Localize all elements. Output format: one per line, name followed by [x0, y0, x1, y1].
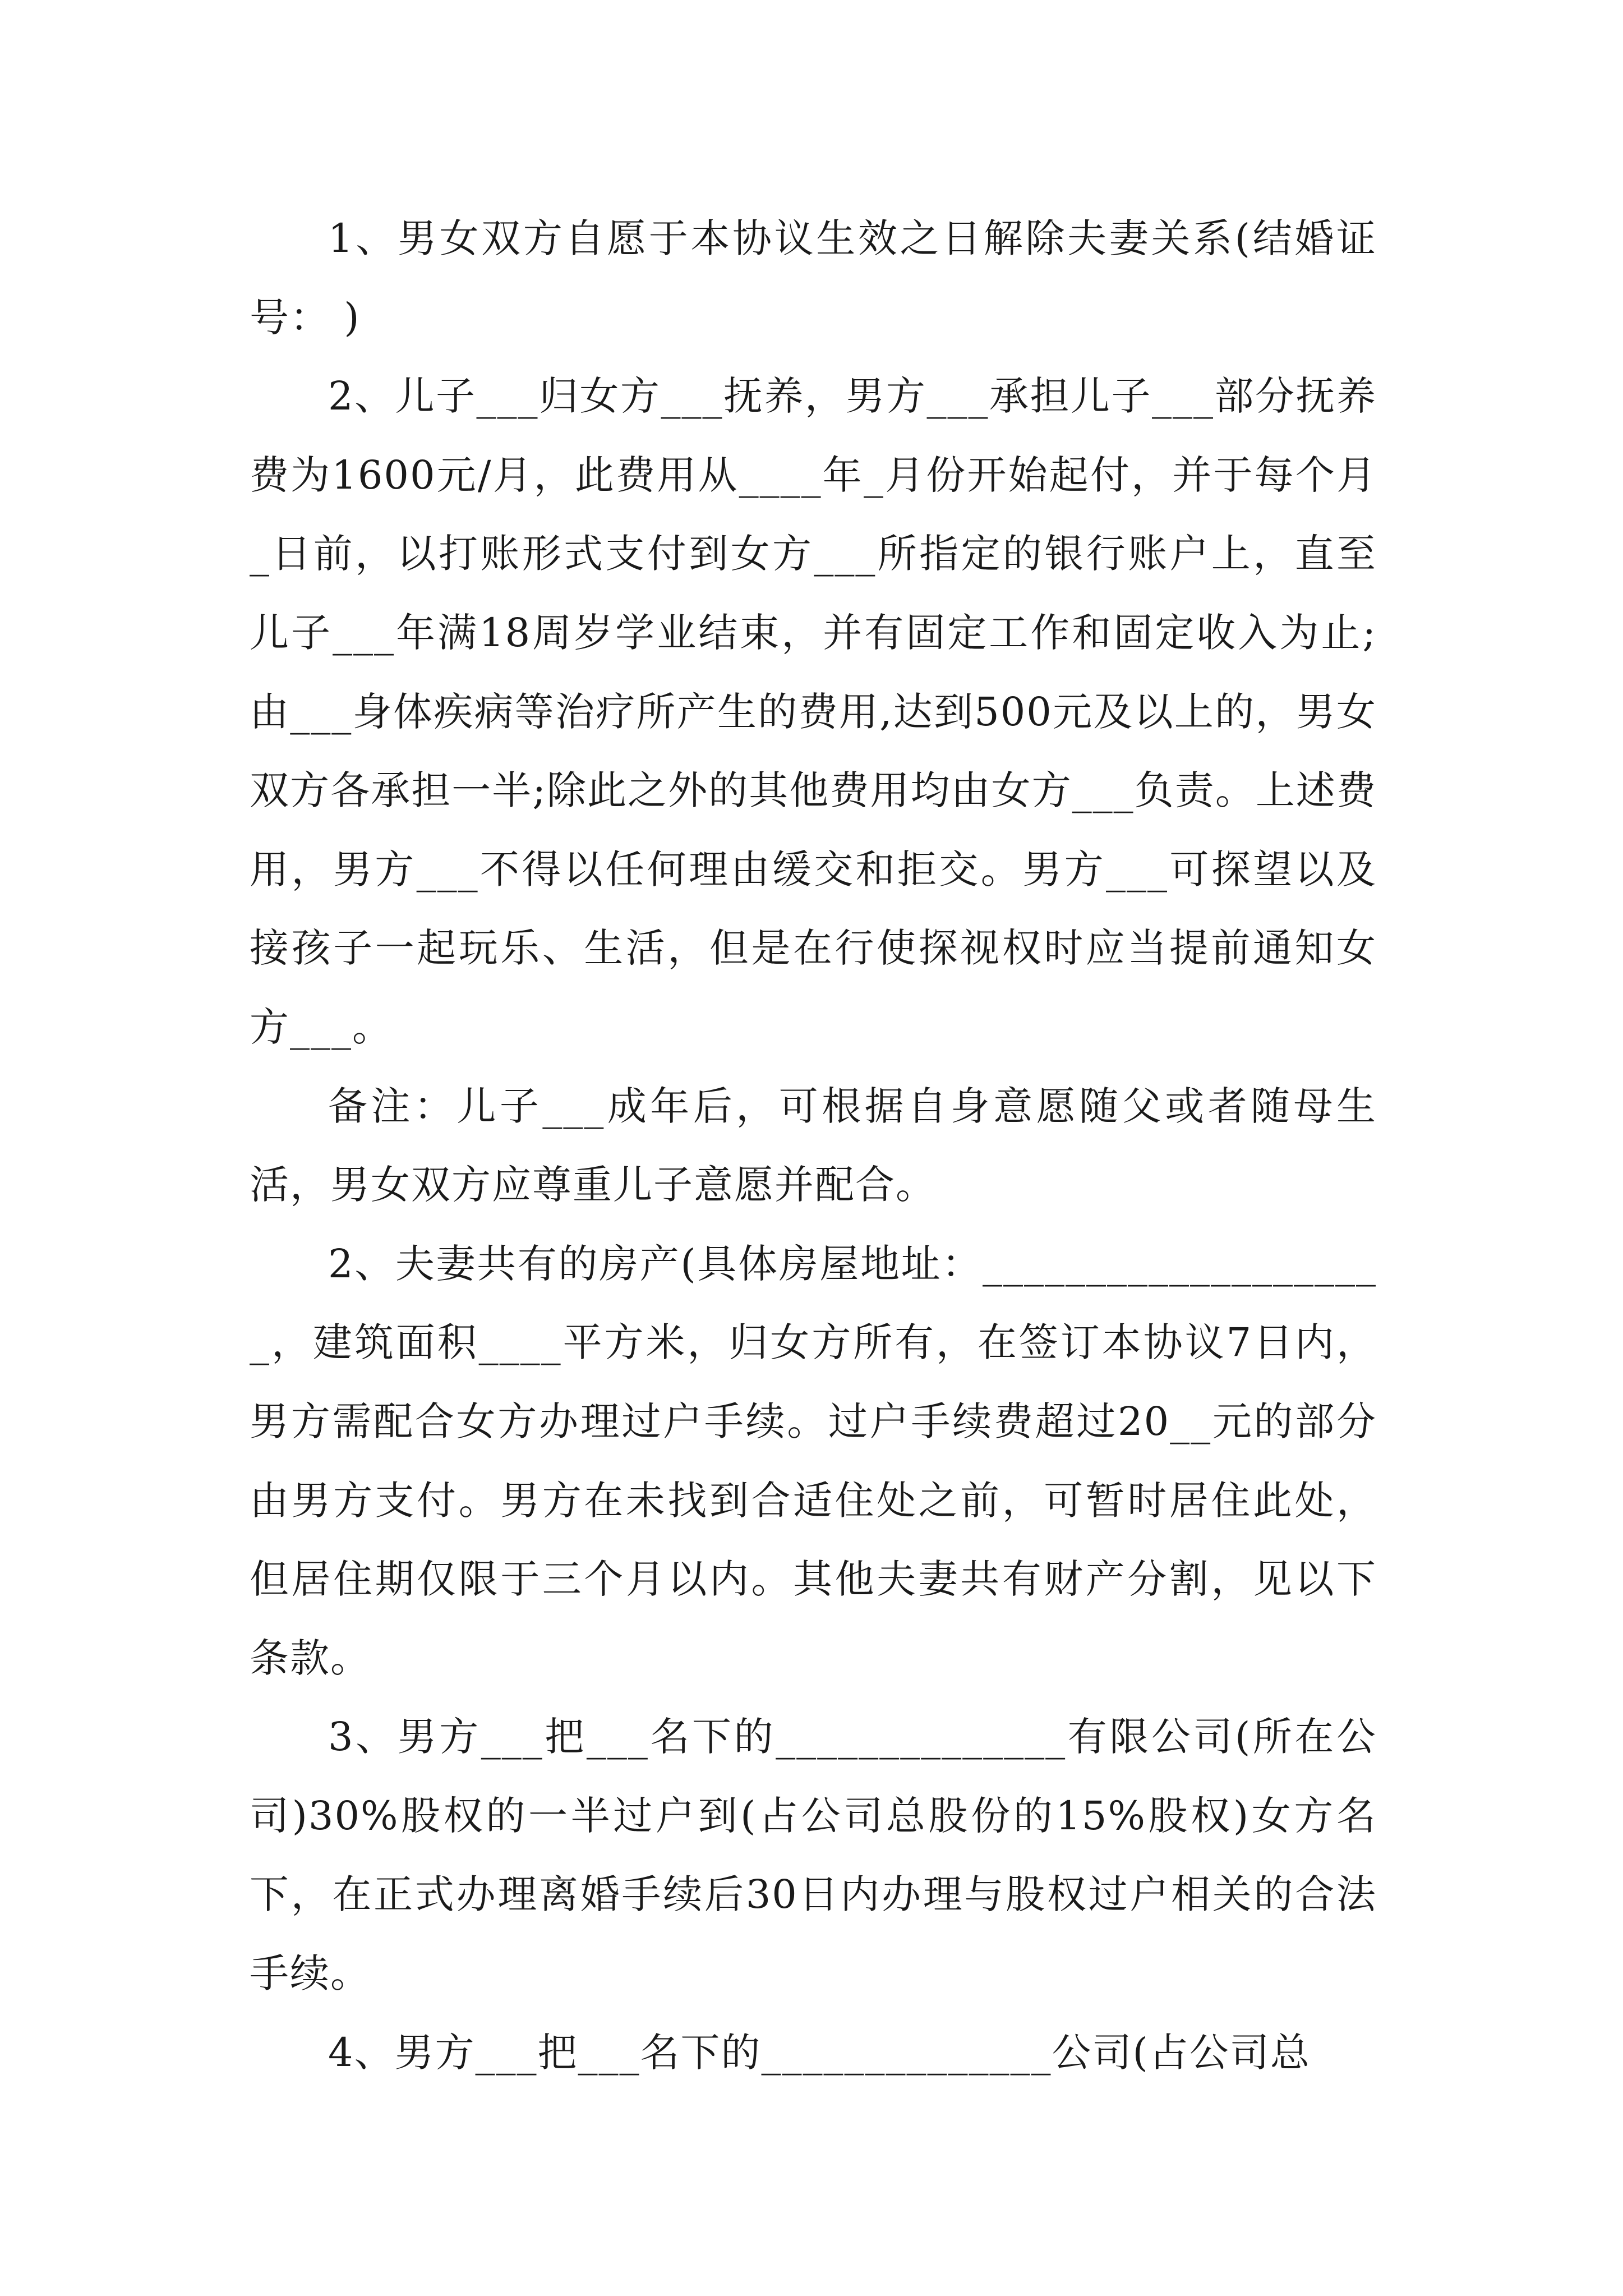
document-body [250, 199, 1377, 2092]
clause-2-child-custody: 2、儿子___归女方___抚养，男方___承担儿子___部分抚养费为1600元/月，此费用从____年_月份开始起付，并于每个月_日前，以打账形式支付到女方___所指定的银行账户上，直至儿子___年满18周岁学业结束，并有固定工作和固定收入为止;由___身体疾病等治疗所产生的费用,达到500元及以上的，男女双方各承担一半;除此之外的其他费用均由女方___负责。上述费用，男方___不得以任何理由缓交和拒交。男方___可探望以及接孩子一起玩乐、生活，但是在行使探视权时应当提前通知女方___。 [250, 373, 1377, 1050]
clause-4-company: 4、男方___把___名下的______________公司(占公司总 [328, 2029, 1311, 2076]
clause-1-divorce: 1、男女双方自愿于本协议生效之日解除夫妻关系(结婚证号： ) [250, 215, 1377, 341]
note-child-adult: 备注：儿子___成年后，可根据自身意愿随父或者随母生活，男女双方应尊重儿子意愿并配合。 [250, 1083, 1377, 1208]
clause-2-house: 2、夫妻共有的房产(具体房屋地址：____________________，建筑面积____平方米，归女方所有，在签订本协议7日内，男方需配合女方办理过户手续。过户手续费超过20__元的部分由男方支付。男方在未找到合适住处之前，可暂时居住此处，但居住期仅限于三个月以内。其他夫妻共有财产分割，见以下条款。 [250, 1240, 1377, 1681]
clause-3-equity: 3、男方___把___名下的______________有限公司(所在公司)30%股权的一半过户到(占公司总股份的15%股权)女方名下，在正式办理离婚手续后30日内办理与股权过户相关的合法手续。 [250, 1714, 1377, 1997]
